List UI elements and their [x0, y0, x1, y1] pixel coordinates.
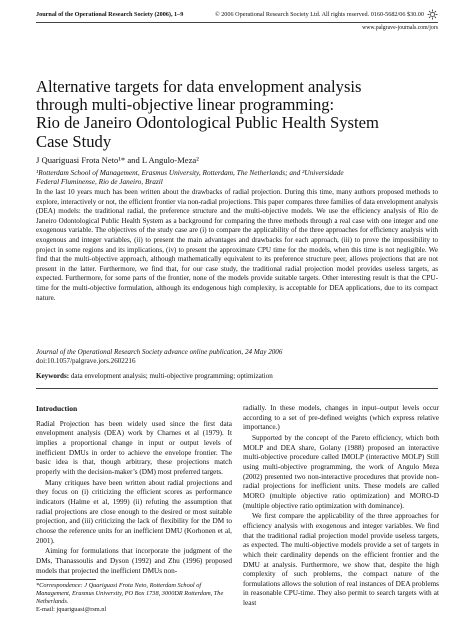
title-line: through multi-objective linear programming: — [36, 95, 335, 115]
header-rule — [36, 22, 438, 23]
affiliations — [36, 168, 438, 187]
body-paragraph: Aiming for formulations that incorporate the judgment of the DMs, Thanassoulis and Dyson (1992) and Zhu (1996) proposed models that projected the inefficient DMUs non- — [36, 547, 232, 575]
section-rule — [36, 388, 438, 389]
publication-info — [36, 348, 438, 367]
title-line: Alternative targets for data envelopment analysis — [36, 77, 362, 96]
left-column — [36, 404, 232, 614]
section-heading: Introduction — [36, 404, 78, 413]
body-paragraph: Many critiques have been written about radial projections and they focus on (i) criticizing the efficient scores as performance indicators (Halme et al, 1999) (ii) refuting the assumption that radial projections are close enough to the desired or most suitable projection, and (iii) criticizing the lack of flexibility for the DM to choose the reference units for an inefficient DMU (Korhonen et al, 2001). — [36, 478, 232, 545]
body-paragraph: Supported by the concept of the Pareto efficiency, which both MOLP and DEA share, Golany (1988) proposed an interactive multi-objective procedure called IMOLP (interactive MOLP) Still using multi-objective programming, the work of Angulo Meza (2002) presented two non-interactive procedures that provide non-radial projections for inefficient units. These models are called MORO (multiple objective ratio optimization) and MORO-D (multiple objective ratio optimization with dominance). — [243, 433, 439, 510]
keywords — [36, 372, 438, 380]
journal-citation: Journal of the Operational Research Society (2006), 1–9 — [36, 11, 184, 18]
body-paragraph: radially. In these models, changes in input–output levels occur according to a set of pre-defined weights (which express relative importance.) — [243, 404, 439, 432]
author-list: J Quariguasi Frota Neto¹* and L Angulo-Meza² — [36, 155, 199, 165]
doi: doi:10.1057/palgrave.jors.2602216 — [36, 357, 136, 366]
email-footnote — [36, 606, 232, 614]
title-line: Rio de Janeiro Odontological Public Health System — [36, 113, 379, 133]
keywords-label: Keywords: — [36, 372, 70, 380]
correspondence-footnote: *Correspondence: J Quariguasi Frota Neto, Rotterdam School of Management, Erasmus University, PO Box 1738, 3000DR Rotterdam, The Netherlands. — [36, 582, 224, 606]
email-address[interactable]: E-mail: jquariguasi@rsm.nl — [36, 606, 107, 614]
body-paragraph: Radial Projection has been widely used since the first data envelopment analysis (DEA) work by Charnes et al (1979). It implies a proportional change in input or output levels of inefficient DMUs in order to achieve the envelope frontier. The basic idea is that, though arbitrary, these projections match properly with the decision-maker’s (DM) most preferred targets. — [36, 419, 232, 476]
affiliation-line: ¹Rotterdam School of Management, Erasmus University, Rotterdam, The Netherlands; and ²Universidade — [36, 168, 344, 177]
running-header — [36, 9, 438, 23]
keywords-text: data envelopment analysis; multi-objective programming; optimization — [69, 372, 273, 380]
right-column — [243, 404, 439, 610]
paper-title — [36, 78, 438, 151]
journal-url[interactable]: www.palgrave-journals.com/jors — [362, 25, 438, 31]
body-paragraph: We first compare the applicability of the three approaches for efficiency analysis with exogenous and integer variables. We find that the traditional radial projection model provide useless targets, as expected. The multi-objective models provide a set of targets in which their cardinality depends on the efficient frontier and the DMU at analysis. Furthermore, we show that, despite the high complexity of such problems, the compact nature of the formulations allows the solution of real instances of DEA problems in reasonable CPU-time. They also permit to search targets with at least — [243, 512, 439, 608]
copyright-notice: © 2006 Operational Research Society Ltd. All rights reserved. 0160-5682/06 $30.00 — [214, 11, 424, 18]
publisher-logo-icon — [427, 9, 438, 20]
abstract: In the last 10 years much has been written about the drawbacks of radial projection. During this time, many authors proposed methods to explore, interactively or not, the efficient frontier via non-radial projections. This paper compares three families of data envelopment analysis (DEA) models: the traditional radial, the preference structure and the multi-objective models. We use the efficiency analysis of Rio de Janeiro Odontological Public Health System as a background for comparing the three methods through a real case with one integer and one exogenous variable. The objectives of the study case are (i) to compare the applicability of the three approaches for efficiency analysis with exogenous and integer variables, (ii) to present the main advantages and drawbacks for each approach, (iii) to prove the impossibility to project in some regions and its implications, (iv) to present the approximate CPU time for the models, when this time is not negligible. We find that the multi-objective approach, although mathematically equivalent to its preference structure peer, allows projections that are not present in the latter. Furthermore, we find that, for our case study, the traditional radial projection model provides useless targets, as expected. Furthermore, for some parts of the frontier, none of the models provide suitable targets. Other interesting result is that the CPU-time for the multi-objective formulation, although its endogenous high complexity, is acceptable for DEA applications, due to its compact nature. — [36, 188, 438, 302]
affiliation-line: Federal Fluminense, Rio de Janeiro, Brazil — [36, 177, 163, 187]
footnote-rule — [36, 579, 96, 580]
title-line: Case Study — [36, 131, 112, 151]
publication-line: Journal of the Operational Research Society advance online publication, 24 May 2006 — [36, 348, 283, 356]
